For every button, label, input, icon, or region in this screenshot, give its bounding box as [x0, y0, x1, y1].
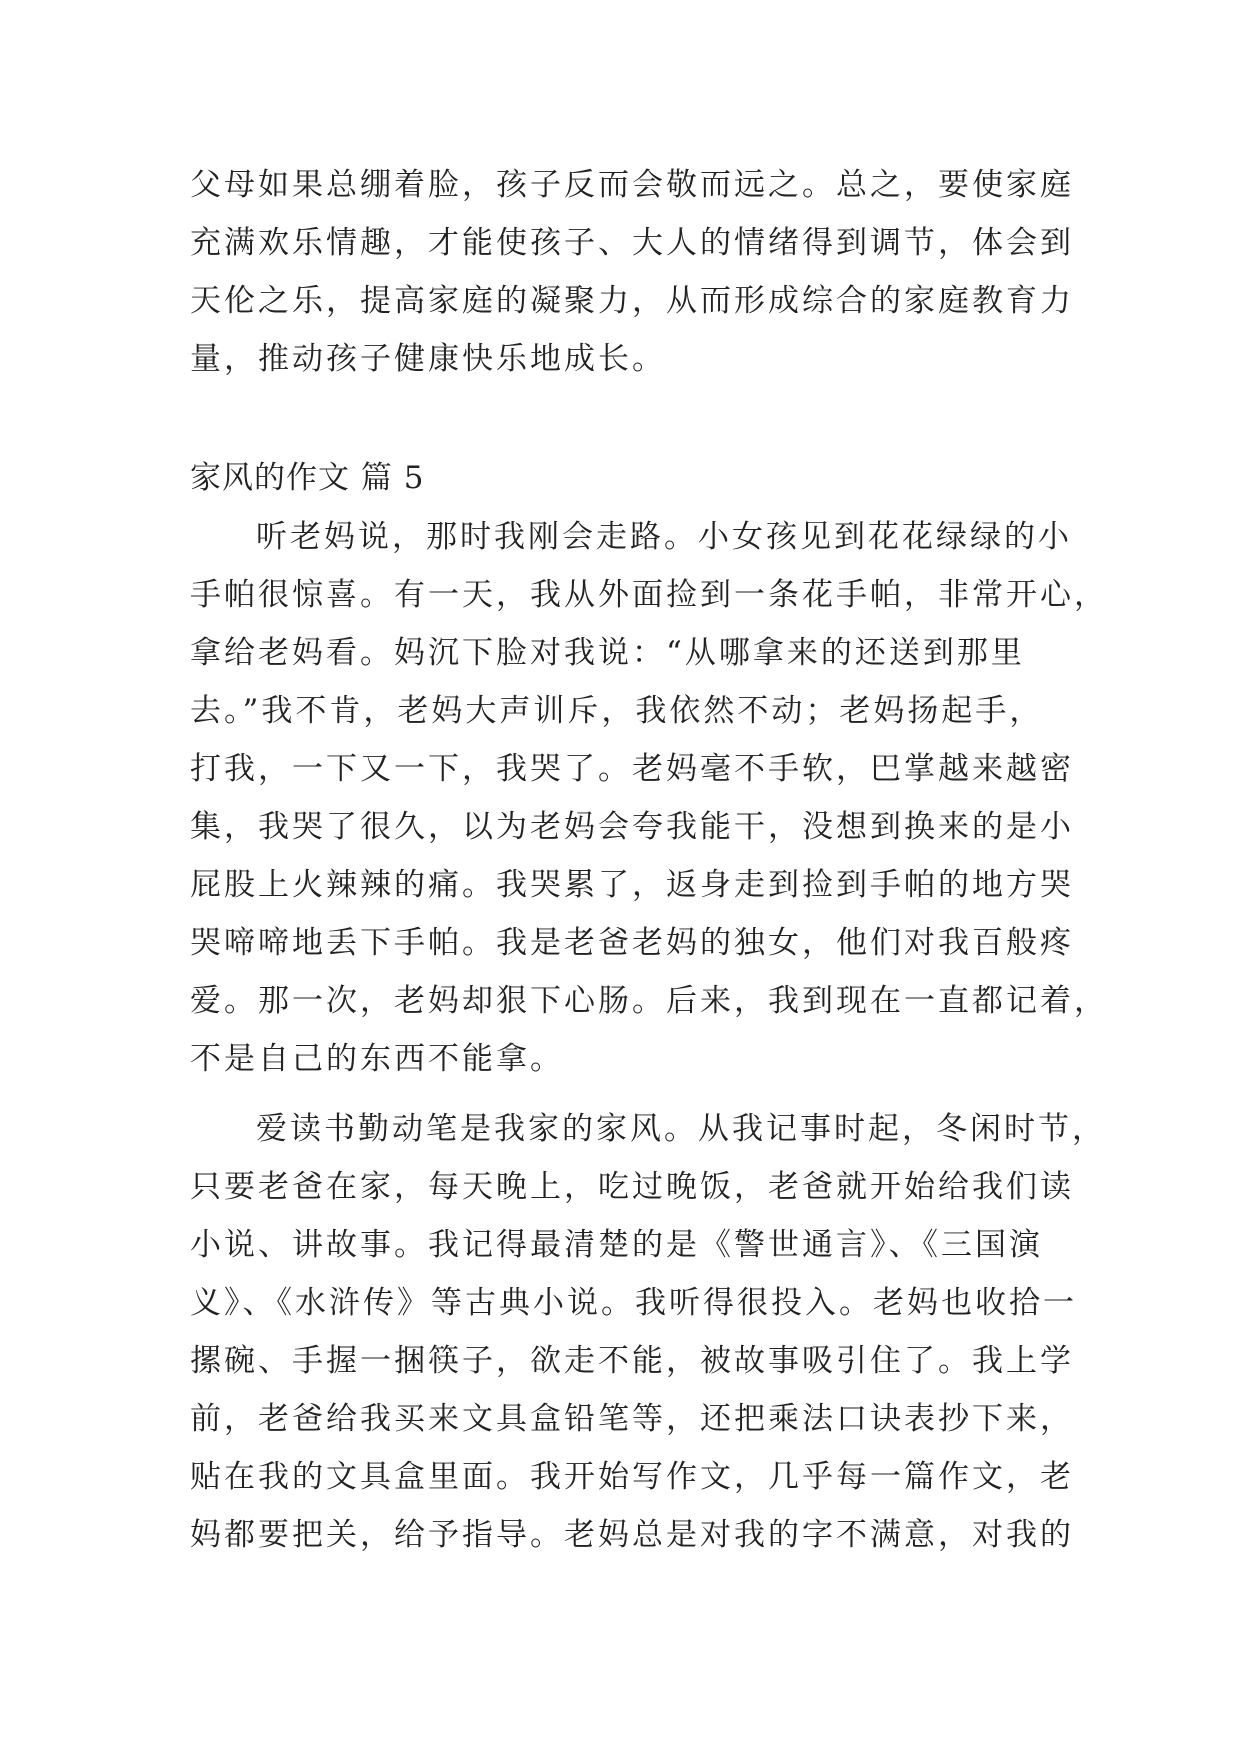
- section-title-block: [190, 449, 1060, 507]
- text-line: 屁股上火辣辣的痛。我哭累了，返身走到捡到手帕的地方哭: [190, 867, 1074, 903]
- text-line: 集，我哭了很久，以为老妈会夸我能干，没想到换来的是小: [190, 809, 1074, 845]
- text-line: 天伦之乐，提高家庭的凝聚力，从而形成综合的家庭教育力: [190, 283, 1074, 319]
- text-line: 前，老爸给我买来文具盒铅笔等，还把乘法口诀表抄下来，: [190, 1401, 1074, 1437]
- text-line: 小说、讲故事。我记得最清楚的是《警世通言》、《三国演: [190, 1227, 1043, 1263]
- text-line: 手帕很惊喜。有一天，我从外面捡到一条花手帕，非常开心，: [190, 577, 1108, 613]
- intro-paragraph: [190, 156, 1074, 388]
- text-line: 充满欢乐情趣，才能使孩子、大人的情绪得到调节，体会到: [190, 225, 1074, 261]
- section-title: 家风的作文 篇 5: [190, 460, 425, 496]
- text-line: 爱读书勤动笔是我家的家风。从我记事时起，冬闲时节，: [256, 1111, 1106, 1147]
- paragraph-2: [190, 1100, 1106, 1564]
- text-line: 不是自己的东西不能拿。: [190, 1041, 564, 1077]
- text-line: 只要老爸在家，每天晚上，吃过晚饭，老爸就开始给我们读: [190, 1169, 1074, 1205]
- text-line: 贴在我的文具盒里面。我开始写作文，几乎每一篇作文，老: [190, 1459, 1074, 1495]
- text-line: 妈都要把关，给予指导。老妈总是对我的字不满意，对我的: [190, 1517, 1074, 1553]
- text-line: 量，推动孩子健康快乐地成长。: [190, 341, 666, 377]
- paragraph-1: [190, 508, 1108, 1088]
- text-line: 打我，一下又一下，我哭了。老妈毫不手软，巴掌越来越密: [190, 751, 1074, 787]
- text-line: 去。”我不肯，老妈大声训斥，我依然不动；老妈扬起手，: [190, 693, 1044, 729]
- text-line: 摞碗、手握一捆筷子，欲走不能，被故事吸引住了。我上学: [190, 1343, 1074, 1379]
- text-line: 父母如果总绷着脸，孩子反而会敬而远之。总之，要使家庭: [190, 167, 1074, 203]
- text-line: 爱。那一次，老妈却狠下心肠。后来，我到现在一直都记着，: [190, 983, 1108, 1019]
- text-line: 义》、《水浒传》等古典小说。我听得很投入。老妈也收拾一: [190, 1285, 1077, 1321]
- text-line: 拿给老妈看。妈沉下脸对我说：“从哪拿来的还送到那里: [190, 635, 1025, 671]
- text-line: 听老妈说，那时我刚会走路。小女孩见到花花绿绿的小: [256, 519, 1072, 555]
- text-line: 哭啼啼地丢下手帕。我是老爸老妈的独女，他们对我百般疼: [190, 925, 1074, 961]
